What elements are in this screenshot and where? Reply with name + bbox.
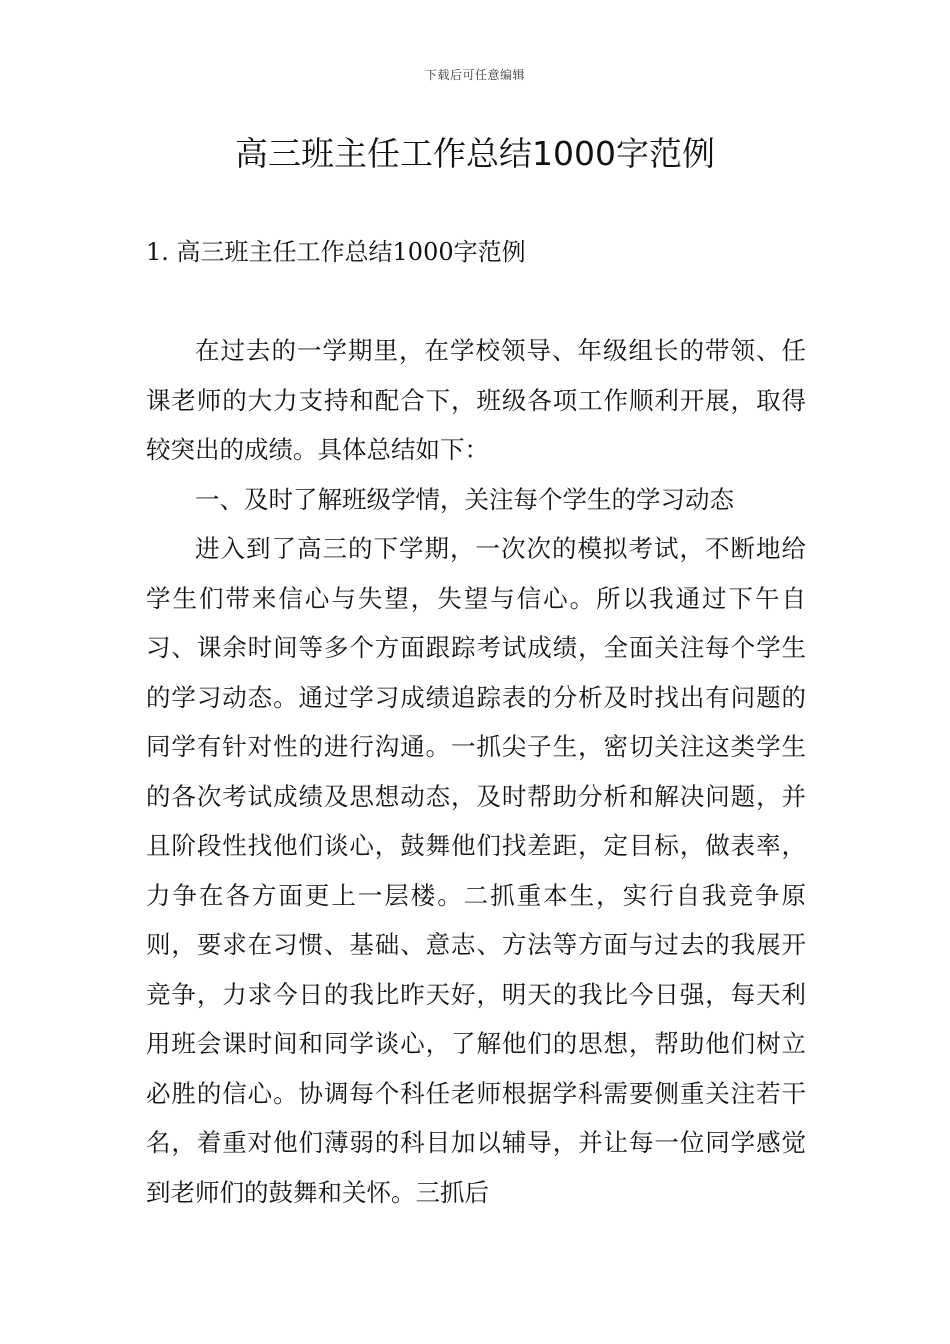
paragraph-intro: 在过去的一学期里，在学校领导、年级组长的带领、任课老师的大力支持和配合下，班级各项工作顺利开展，取得较突出的成绩。具体总结如下： — [146, 336, 806, 464]
section-heading: 1. 高三班主任工作总结1000字范例 — [146, 238, 526, 266]
paragraph-subheading: 一、及时了解班级学情，关注每个学生的学习动态 — [195, 484, 734, 514]
document-title: 高三班主任工作总结1000字范例 — [235, 134, 715, 173]
paragraph-body: 进入到了高三的下学期，一次次的模拟考试，不断地给学生们带来信心与失望，失望与信心。所以我通过下午自习、课余时间等多个方面跟踪考试成绩，全面关注每个学生的学习动态。通过学习成绩追踪表的分析及时找出有问题的同学有针对性的进行沟通。一抓尖子生，密切关注这类学生的各次考试成绩及思想动态，及时帮助分析和解决问题，并且阶段性找他们谈心，鼓舞他们找差距，定目标，做表率，力争在各方面更上一层楼。二抓重本生，实行自我竞争原则，要求在习惯、基础、意志、方法等方面与过去的我展开竞争，力求今日的我比昨天好，明天的我比今日强，每天利用班会课时间和同学谈心，了解他们的思想，帮助他们树立必胜的信心。协调每个科任老师根据学科需要侧重关注若干名，着重对他们薄弱的科目加以辅导，并让每一位同学感觉到老师们的鼓舞和关怀。三抓后 — [146, 534, 806, 1207]
body-text — [146, 326, 806, 1217]
header-note: 下载后可任意编辑 — [424, 68, 525, 82]
